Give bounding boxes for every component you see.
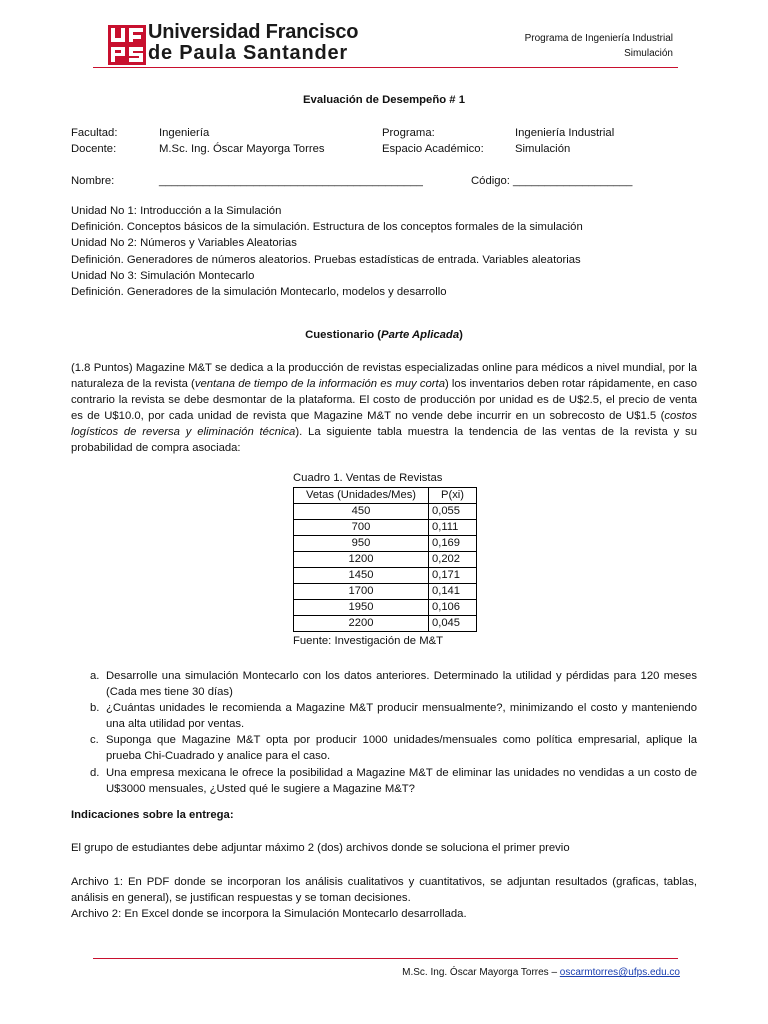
problem-text-1: (1.8 Puntos) Magazine M&T se dedica a la producción de revistas especializadas online para médicos a nivel mundial, por la naturaleza de la revista ( — [71, 362, 697, 391]
table-row — [294, 600, 477, 616]
facultad-label: Facultad: — [71, 127, 118, 139]
file-1-instruction: Archivo 1: En PDF donde se incorporan los análisis cualitativos y cuantitativos, se adjuntan resultados (graficas, tablas, análisis en general), se justifican respuestas y se toman decisiones. — [71, 876, 697, 905]
file-instructions — [71, 874, 697, 922]
problem-italic-2: costos logísticos de reversa y eliminación técnica — [71, 410, 697, 439]
list-marker: d. — [90, 766, 100, 779]
probability-cell: 0,141 — [429, 584, 477, 600]
units-cell: 2200 — [294, 616, 429, 632]
units-cell: 1200 — [294, 552, 429, 568]
unit-line: Unidad No 3: Simulación Montecarlo — [71, 269, 255, 282]
units-cell: 1950 — [294, 600, 429, 616]
questionnaire-suffix: ) — [459, 329, 463, 341]
table-row — [294, 552, 477, 568]
list-marker: c. — [90, 734, 99, 747]
table-row — [294, 520, 477, 536]
table-row — [294, 504, 477, 520]
group-instruction: El grupo de estudiantes debe adjuntar máximo 2 (dos) archivos donde se soluciona el primer previo — [71, 842, 570, 854]
sales-table — [293, 487, 477, 632]
nombre-field[interactable]: __________________________________________ — [159, 175, 423, 187]
footer-email-link[interactable]: oscarmtorres@ufps.edu.co — [559, 967, 680, 978]
question-text: Una empresa mexicana le ofrece la posibilidad a Magazine M&T de eliminar las unidades no vendidas a un costo de U$3000 mensuales, ¿Usted qué le sugiere a Magazine M&T? — [106, 766, 697, 795]
probability-cell: 0,171 — [429, 568, 477, 584]
ufps-logo — [108, 25, 146, 65]
table-row — [294, 536, 477, 552]
espacio-value: Simulación — [515, 143, 571, 155]
probability-cell: 0,202 — [429, 552, 477, 568]
table-row — [294, 616, 477, 632]
unit-line: Definición. Generadores de la simulación Montecarlo, modelos y desarrollo — [71, 286, 447, 299]
question-text: Desarrolle una simulación Montecarlo con los datos anteriores. Determinado la utilidad y pérdidas para 120 meses (Cada mes tiene 30 días) — [106, 670, 697, 699]
header-divider — [93, 67, 678, 68]
question-text: Suponga que Magazine M&T opta por producir 1000 unidades/mensuales como política empresarial, aplique la prueba Chi-Cuadrado y analice para el caso. — [106, 734, 697, 763]
list-item — [90, 700, 697, 732]
problem-text-2: ) los inventarios deben rotar rápidamente, en caso contrario la revista se debe desmontar de la plataforma. El costo de producción por unidad es de U$2.5, el precio de venta es de U$10.0, por cada unidad de revista que Magazine M&T no vende debe incurrir en un sobrecosto de U$1.5 ( — [71, 378, 697, 423]
header-program-info — [525, 31, 673, 61]
column-header-probability: P(xi) — [429, 488, 477, 504]
programa-label: Programa: — [382, 127, 435, 139]
list-item — [90, 732, 697, 764]
probability-cell: 0,111 — [429, 520, 477, 536]
table-caption: Cuadro 1. Ventas de Revistas — [293, 472, 443, 484]
programa-value: Ingeniería Industrial — [515, 127, 615, 139]
list-item — [90, 765, 697, 797]
espacio-label: Espacio Académico: — [382, 143, 484, 155]
table-header-row — [294, 488, 477, 504]
question-text: ¿Cuántas unidades le recomienda a Magazine M&T producir mensualmente?, minimizando el costo y manteniendo una alta utilidad por ventas. — [106, 702, 697, 731]
footer — [402, 967, 680, 978]
list-item — [90, 668, 697, 700]
program-line: Programa de Ingeniería Industrial — [524, 33, 673, 44]
footer-divider — [93, 958, 678, 959]
unit-line: Unidad No 1: Introducción a la Simulación — [71, 205, 282, 217]
probability-cell: 0,169 — [429, 536, 477, 552]
course-info — [71, 125, 701, 157]
docente-label: Docente: — [71, 143, 117, 155]
course-line: Simulación — [624, 48, 673, 59]
units-cell: 700 — [294, 520, 429, 536]
questionnaire-heading — [0, 329, 768, 341]
questionnaire-prefix: Cuestionario ( — [305, 329, 382, 341]
nombre-label: Nombre: — [71, 175, 115, 187]
problem-text-3: ). La siguiente tabla muestra la tendencia de las ventas de la revista y su probabilidad de compra asociada: — [71, 426, 697, 455]
probability-cell: 0,055 — [429, 504, 477, 520]
units-cell: 1450 — [294, 568, 429, 584]
codigo-label: Código: — [471, 175, 510, 187]
docente-value: M.Sc. Ing. Óscar Mayorga Torres — [159, 143, 325, 155]
column-header-units: Vetas (Unidades/Mes) — [294, 488, 429, 504]
university-name — [148, 22, 358, 64]
units-cell: 950 — [294, 536, 429, 552]
unit-line: Unidad No 2: Números y Variables Aleatorias — [71, 237, 297, 250]
list-marker: a. — [90, 670, 100, 682]
units-cell: 450 — [294, 504, 429, 520]
table-row — [294, 568, 477, 584]
table-source: Fuente: Investigación de M&T — [293, 635, 444, 647]
problem-italic-1: ventana de tiempo de la información es muy corta — [194, 378, 445, 391]
info-row-facultad — [71, 125, 701, 141]
page-title: Evaluación de Desempeño # 1 — [303, 94, 465, 106]
table-row — [294, 584, 477, 600]
info-row-docente — [71, 141, 701, 157]
probability-cell: 0,106 — [429, 600, 477, 616]
probability-cell: 0,045 — [429, 616, 477, 632]
questions-list — [90, 668, 697, 797]
name-row — [71, 173, 691, 189]
unit-line: Definición. Generadores de números aleatorios. Pruebas estadísticas de entrada. Variables aleatorias — [71, 253, 581, 266]
units-cell: 1700 — [294, 584, 429, 600]
codigo-field[interactable]: ___________________ — [513, 175, 633, 187]
facultad-value: Ingeniería — [159, 127, 210, 139]
footer-author: M.Sc. Ing. Óscar Mayorga Torres – — [402, 967, 560, 978]
file-2-instruction: Archivo 2: En Excel donde se incorpora la Simulación Montecarlo desarrollada. — [71, 908, 467, 921]
questionnaire-italic: Parte Aplicada — [381, 329, 460, 341]
delivery-instructions-title: Indicaciones sobre la entrega: — [71, 809, 234, 821]
list-marker: b. — [90, 702, 100, 715]
units-list — [71, 203, 583, 300]
unit-line: Definición. Conceptos básicos de la simulación. Estructura de los conceptos formales de la simulación — [71, 221, 583, 234]
university-name-line2: de Paula Santander — [148, 42, 349, 64]
problem-statement — [71, 360, 697, 457]
university-name-line1: Universidad Francisco — [148, 21, 359, 43]
